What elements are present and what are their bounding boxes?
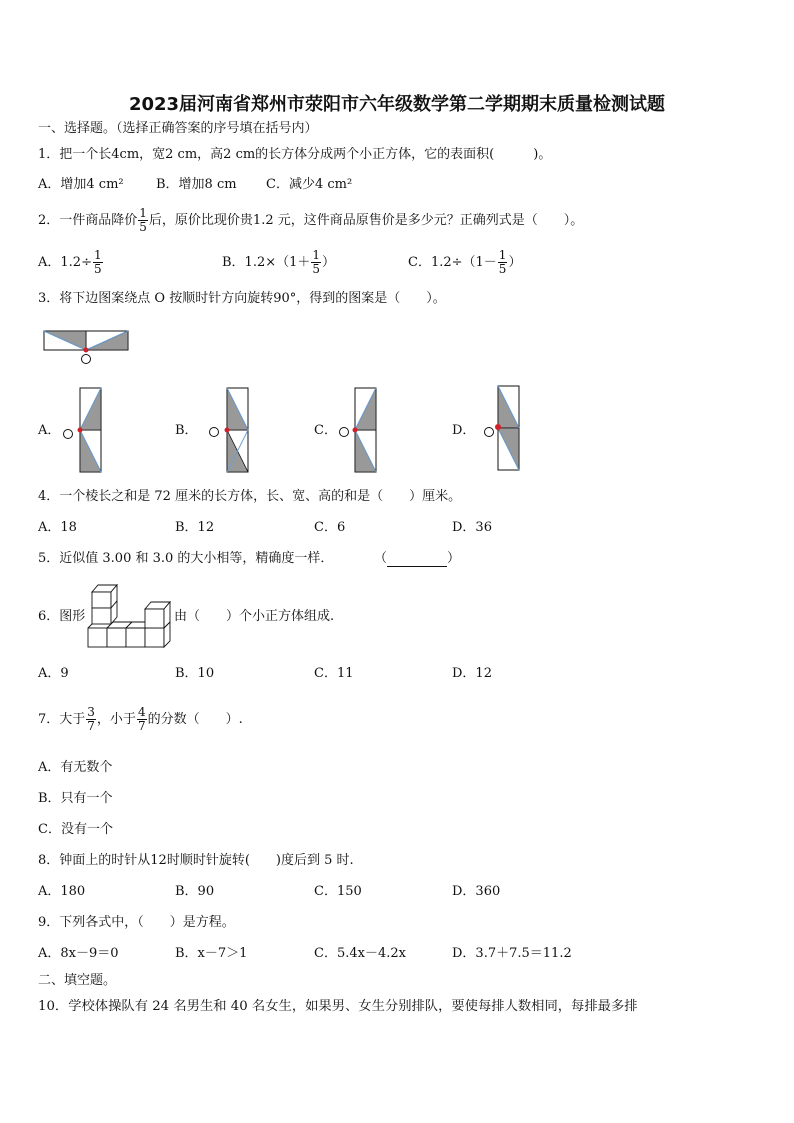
question-9: 9．下列各式中，（ ）是方程。 (38, 915, 235, 930)
question-1: 1．把一个长4cm，宽2 cm，高2 cm的长方体分成两个小正方体，它的表面积( )。 (38, 147, 552, 162)
q2-option-b-fraction (311, 249, 321, 276)
q6-option-a[interactable]: A．9 (38, 666, 69, 681)
q3-option-b[interactable]: B． (175, 423, 198, 438)
q7-option-a[interactable]: A．有无数个 (38, 760, 113, 775)
q3-option-c[interactable]: C． (314, 423, 337, 438)
q2-frac-num: 1 (139, 206, 147, 220)
q3-figure-a (60, 386, 110, 476)
q6-option-b[interactable]: B．10 (175, 666, 215, 681)
q2-option-c-close: ） (508, 255, 522, 270)
q7-f2-num: 4 (137, 705, 146, 719)
q9-option-a[interactable]: A．8x－9＝0 (38, 946, 119, 961)
q3-option-a[interactable]: A． (38, 423, 61, 438)
q2-option-c[interactable] (408, 248, 521, 278)
q5-blank-line (387, 554, 447, 567)
q2-text-post: 后，原价比现价贵1.2 元，这件商品原售价是多少元？正确列式是（ ）。 (148, 213, 584, 228)
q4-option-a[interactable]: A．18 (38, 520, 77, 535)
q9-option-c[interactable]: C．5.4x－4.2x (314, 946, 406, 961)
q7-text-mid: ，小于 (96, 712, 136, 727)
q7-f1-den: 7 (87, 719, 95, 733)
q7-f1-num: 3 (87, 705, 95, 719)
q1-option-b[interactable]: B．增加8 cm (156, 177, 237, 192)
q9-option-d[interactable]: D．3.7＋7.5＝11.2 (452, 946, 572, 961)
question-10: 10．学校体操队有 24 名男生和 40 名女生，如果男、女生分别排队，要使每排人数相同，每排最多排 (38, 999, 638, 1014)
q2-option-a-fraction (93, 249, 103, 276)
q3-figure-d (478, 384, 528, 474)
question-7 (38, 704, 243, 736)
q1-option-c[interactable]: C．减少4 cm² (266, 177, 353, 192)
question-4: 4．一个棱长之和是 72 厘米的长方体，长、宽、高的和是（ ）厘米。 (38, 489, 462, 504)
q6-text-pre: 6．图形 (38, 609, 86, 624)
section-1-heading: 一、选择题。（选择正确答案的序号填在括号内） (38, 121, 318, 136)
q2-c-frac-num: 1 (498, 248, 507, 262)
q4-option-d[interactable]: D．36 (452, 520, 492, 535)
q2-b-frac-num: 1 (312, 248, 321, 262)
q7-option-b[interactable]: B．只有一个 (38, 791, 113, 806)
q8-option-a[interactable]: A．180 (38, 884, 86, 899)
q9-option-b[interactable]: B．x－7＞1 (175, 946, 248, 961)
q2-option-c-text: C．1.2÷（1－ (408, 255, 497, 270)
q6-option-d[interactable]: D．12 (452, 666, 492, 681)
q2-option-a[interactable] (38, 248, 104, 278)
q2-fraction (138, 207, 148, 234)
q7-fraction-1 (86, 706, 96, 733)
q2-c-frac-den: 5 (498, 262, 507, 276)
q2-text-pre: 2．一件商品降价 (38, 213, 138, 228)
q5-paren-close: ） (447, 551, 461, 566)
q7-fraction-2 (137, 706, 147, 733)
question-2 (38, 206, 583, 236)
q4-option-b[interactable]: B．12 (175, 520, 215, 535)
q2-b-frac-den: 5 (312, 262, 321, 276)
q2-a-frac-den: 5 (93, 262, 102, 276)
question-8: 8．钟面上的时针从12时顺时针旋转( )度后到 5 时. (38, 853, 354, 868)
q3-original-figure (40, 328, 132, 368)
q2-option-c-fraction (498, 249, 508, 276)
section-2-heading: 二、填空题。 (38, 973, 117, 988)
q2-option-b-text: B．1.2×（1＋ (222, 255, 311, 270)
q7-text-pre: 7．大于 (38, 712, 86, 727)
page-title: 2023届河南省郑州市荥阳市六年级数学第二学期期末质量检测试题 (128, 94, 666, 115)
q6-text-post: 由（ ）个小正方体组成. (174, 609, 335, 624)
q8-option-b[interactable]: B．90 (175, 884, 215, 899)
q2-frac-den: 5 (139, 220, 147, 234)
q3-option-d[interactable]: D． (452, 423, 476, 438)
q4-option-c[interactable]: C．6 (314, 520, 346, 535)
q2-option-b-close: ） (322, 255, 336, 270)
q8-option-d[interactable]: D．360 (452, 884, 501, 899)
q2-option-b[interactable] (222, 248, 335, 278)
q5-answer-blank[interactable] (374, 551, 460, 567)
q7-f2-den: 7 (137, 719, 146, 733)
question-5: 5．近似值 3.00 和 3.0 的大小相等，精确度一样． (38, 551, 334, 566)
q2-option-a-text: A．1.2÷ (38, 255, 92, 270)
q1-option-a[interactable]: A．增加4 cm² (38, 177, 124, 192)
question-3: 3．将下边图案绕点 O 按顺时针方向旋转90°，得到的图案是（ ）。 (38, 291, 446, 306)
q8-option-c[interactable]: C．150 (314, 884, 362, 899)
q7-option-c[interactable]: C．没有一个 (38, 822, 113, 837)
q7-text-post: 的分数（ ）. (147, 712, 243, 727)
q6-option-c[interactable]: C．11 (314, 666, 354, 681)
q6-cube-figure (84, 582, 178, 652)
q2-a-frac-num: 1 (93, 248, 102, 262)
q3-figure-b (205, 386, 255, 476)
q3-figure-c (336, 386, 386, 476)
q5-paren-open: （ (374, 551, 388, 566)
